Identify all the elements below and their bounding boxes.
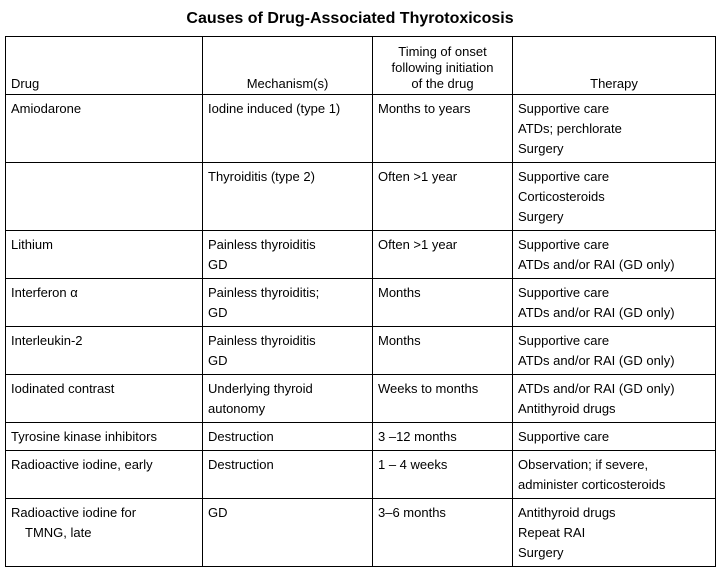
- drug-line: Tyrosine kinase inhibitors: [11, 429, 157, 444]
- therapy-line: Supportive care: [518, 237, 610, 252]
- cell-mechanism: [203, 327, 373, 375]
- timing-line: Months: [378, 333, 421, 348]
- header-timing-line: Timing of onset: [398, 44, 487, 59]
- cell-mechanism: [203, 231, 373, 279]
- therapy-line: Supportive care: [518, 285, 610, 300]
- therapy-line: Antithyroid drugs: [518, 401, 616, 416]
- mechanism-line: Destruction: [208, 429, 274, 444]
- drug-line: Lithium: [11, 237, 53, 252]
- therapy-line: ATDs and/or RAI (GD only): [518, 353, 675, 368]
- timing-line: Months to years: [378, 101, 471, 116]
- cell-drug: [6, 279, 203, 327]
- header-timing-line: following initiation: [391, 60, 494, 75]
- cell-drug: [6, 499, 203, 567]
- therapy-line: Supportive care: [518, 169, 610, 184]
- table-row: [6, 279, 716, 327]
- cell-drug: [6, 375, 203, 423]
- cell-mechanism: [203, 423, 373, 451]
- mechanism-line: Destruction: [208, 457, 274, 472]
- therapy-line: ATDs and/or RAI (GD only): [518, 381, 675, 396]
- table-row: [6, 231, 716, 279]
- mechanism-line: GD: [208, 505, 228, 520]
- cell-drug: [6, 451, 203, 499]
- therapy-line: administer corticosteroids: [518, 477, 666, 492]
- table-row: [6, 451, 716, 499]
- cell-timing: [373, 499, 513, 567]
- table-row: [6, 163, 716, 231]
- cell-therapy: [513, 163, 716, 231]
- cell-drug: [6, 423, 203, 451]
- table-row: [6, 423, 716, 451]
- cell-therapy: [513, 231, 716, 279]
- cell-drug: [6, 327, 203, 375]
- mechanism-line: Painless thyroiditis: [208, 333, 316, 348]
- page-title: Causes of Drug-Associated Thyrotoxicosis: [186, 10, 514, 27]
- therapy-line: Supportive care: [518, 429, 610, 444]
- cell-therapy: [513, 327, 716, 375]
- cell-therapy: [513, 375, 716, 423]
- cell-mechanism: [203, 163, 373, 231]
- timing-line: Often >1 year: [378, 237, 458, 252]
- timing-line: Weeks to months: [378, 381, 479, 396]
- cell-timing: [373, 375, 513, 423]
- timing-line: 3–6 months: [378, 505, 446, 520]
- header-therapy: Therapy: [513, 37, 716, 95]
- therapy-line: Surgery: [518, 141, 564, 156]
- mechanism-line: Painless thyroiditis: [208, 237, 316, 252]
- cell-therapy: [513, 95, 716, 163]
- cell-mechanism: [203, 375, 373, 423]
- therapy-line: Surgery: [518, 545, 564, 560]
- therapy-line: ATDs and/or RAI (GD only): [518, 257, 675, 272]
- cell-timing: [373, 95, 513, 163]
- cell-timing: [373, 451, 513, 499]
- cell-mechanism: [203, 499, 373, 567]
- table-row: [6, 327, 716, 375]
- therapy-line: Corticosteroids: [518, 189, 605, 204]
- therapy-line: Antithyroid drugs: [518, 505, 616, 520]
- therapy-line: Supportive care: [518, 101, 610, 116]
- therapy-line: Repeat RAI: [518, 525, 586, 540]
- header-row: [6, 37, 716, 95]
- mechanism-line: GD: [208, 353, 228, 368]
- table-row: [6, 95, 716, 163]
- header-mechanism: Mechanism(s): [203, 37, 373, 95]
- mechanism-line: Underlying thyroid: [208, 381, 313, 396]
- cell-mechanism: [203, 279, 373, 327]
- cell-timing: [373, 231, 513, 279]
- mechanism-line: Iodine induced (type 1): [208, 101, 341, 116]
- table-row: [6, 375, 716, 423]
- drug-line: Interferon α: [11, 285, 78, 300]
- timing-line: Months: [378, 285, 421, 300]
- therapy-line: ATDs and/or RAI (GD only): [518, 305, 675, 320]
- cell-timing: [373, 327, 513, 375]
- therapy-line: ATDs; perchlorate: [518, 121, 622, 136]
- drug-line: TMNG, late: [25, 525, 92, 540]
- cell-timing: [373, 163, 513, 231]
- cell-timing: [373, 423, 513, 451]
- cell-therapy: [513, 279, 716, 327]
- therapy-line: Supportive care: [518, 333, 610, 348]
- therapy-line: Surgery: [518, 209, 564, 224]
- mechanism-line: GD: [208, 257, 228, 272]
- mechanism-line: Painless thyroiditis;: [208, 285, 320, 300]
- timing-line: 3 –12 months: [378, 429, 457, 444]
- drug-line: Iodinated contrast: [11, 381, 115, 396]
- cell-drug: [6, 95, 203, 163]
- header-timing-line: of the drug: [411, 76, 474, 91]
- mechanism-line: GD: [208, 305, 228, 320]
- cell-drug: [6, 231, 203, 279]
- mechanism-line: Thyroiditis (type 2): [208, 169, 315, 184]
- cell-drug: [6, 163, 203, 231]
- table-body: [6, 95, 716, 567]
- cell-therapy: [513, 499, 716, 567]
- cell-timing: [373, 279, 513, 327]
- cell-therapy: [513, 423, 716, 451]
- timing-line: Often >1 year: [378, 169, 458, 184]
- drug-line: Radioactive iodine for: [11, 505, 137, 520]
- cell-therapy: [513, 451, 716, 499]
- cell-mechanism: [203, 451, 373, 499]
- drug-line: Radioactive iodine, early: [11, 457, 153, 472]
- header-drug: Drug: [6, 37, 203, 95]
- mechanism-line: autonomy: [208, 401, 266, 416]
- drug-line: Interleukin-2: [11, 333, 83, 348]
- header-timing: [373, 37, 513, 95]
- therapy-line: Observation; if severe,: [518, 457, 649, 472]
- cell-mechanism: [203, 95, 373, 163]
- thyrotoxicosis-table: [5, 36, 716, 567]
- drug-line: Amiodarone: [11, 101, 82, 116]
- timing-line: 1 – 4 weeks: [378, 457, 448, 472]
- table-row: [6, 499, 716, 567]
